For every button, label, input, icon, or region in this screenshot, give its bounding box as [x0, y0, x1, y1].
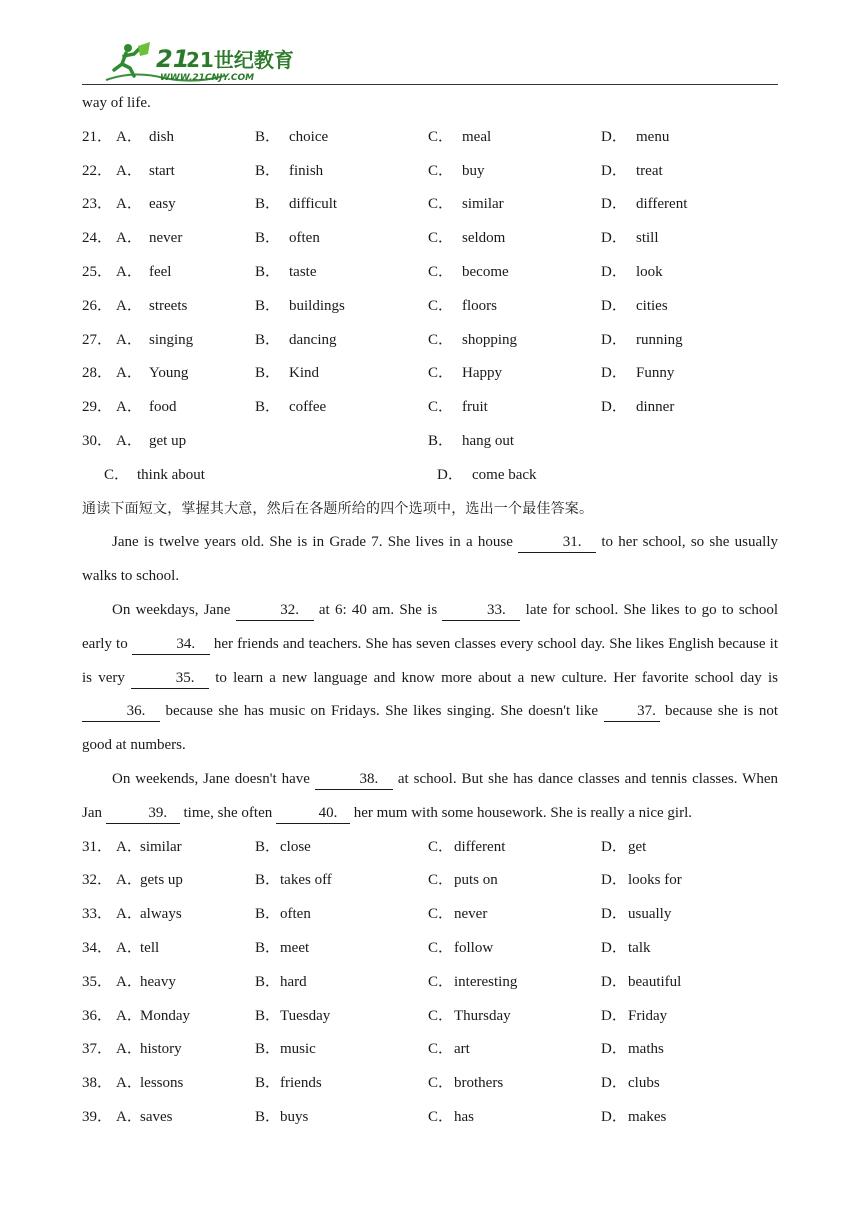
option-letter-d: D． — [601, 838, 627, 855]
option-b: Kind — [289, 365, 319, 382]
option-d: menu — [636, 128, 670, 145]
question-number: 21． — [82, 128, 113, 145]
option-letter-b: B． — [255, 872, 281, 889]
option-b: meet — [280, 939, 310, 956]
option-row — [82, 324, 778, 358]
question-number: 33． — [82, 906, 113, 923]
option-a: food — [149, 399, 177, 416]
lead-line: way of life. — [82, 95, 151, 111]
option-letter-b: B． — [255, 162, 281, 179]
option-letter-a: A． — [116, 973, 142, 990]
option-letter-c: C． — [428, 230, 454, 247]
option-letter-d: D． — [601, 365, 627, 382]
option-letter-c: C． — [428, 872, 454, 889]
option-letter-b: B． — [255, 906, 281, 923]
option-letter-d: D． — [601, 263, 627, 280]
option-letter-b: B． — [255, 230, 281, 247]
option-d: maths — [628, 1041, 664, 1058]
blank-40: 40. — [276, 803, 350, 824]
question-number: 22． — [82, 162, 113, 179]
option-letter-b: B． — [255, 973, 281, 990]
logo — [104, 40, 294, 84]
option-a: dish — [149, 128, 175, 145]
option-letter-c: C． — [428, 162, 454, 179]
option-b: hang out — [462, 432, 515, 449]
option-letter-a: A． — [116, 432, 142, 449]
option-d: Funny — [636, 365, 675, 382]
option-letter-c: C． — [428, 297, 454, 314]
blank-32: 32. — [236, 600, 314, 621]
option-row — [82, 188, 778, 222]
option-letter-d: D． — [601, 399, 627, 416]
option-a: gets up — [140, 872, 183, 889]
option-d: dinner — [636, 399, 675, 416]
svg-text:21: 21 — [156, 45, 190, 73]
option-row — [82, 155, 778, 189]
question-number: 35． — [82, 973, 113, 990]
option-a: never — [149, 230, 183, 247]
option-a: history — [140, 1041, 182, 1058]
option-c: brothers — [454, 1075, 504, 1092]
option-row — [82, 290, 778, 324]
option-b: hard — [280, 973, 307, 990]
option-d: Friday — [628, 1007, 668, 1024]
option-row — [82, 391, 778, 425]
option-letter-c: C． — [428, 973, 454, 990]
option-c: art — [454, 1041, 470, 1058]
option-letter-a: A． — [116, 1108, 142, 1125]
option-letter-a: A． — [116, 230, 142, 247]
question-number: 34． — [82, 939, 113, 956]
option-letter-c: C． — [428, 1007, 454, 1024]
option-d: clubs — [628, 1075, 660, 1092]
option-letter-c: C． — [428, 838, 454, 855]
option-d: treat — [636, 162, 663, 179]
option-d: usually — [628, 906, 672, 923]
question-number: 31． — [82, 838, 113, 855]
question-number: 23． — [82, 196, 113, 213]
option-letter-c: C． — [428, 399, 454, 416]
svg-text:21世纪教育: 21世纪教育 — [186, 48, 294, 72]
option-letter-d: D． — [601, 1007, 627, 1024]
option-c: has — [454, 1108, 474, 1125]
option-c: meal — [462, 128, 492, 145]
option-letter-d: D． — [601, 196, 627, 213]
option-letter-b: B． — [255, 297, 281, 314]
option-b: friends — [280, 1075, 322, 1092]
option-letter-c: C． — [428, 939, 454, 956]
option-c: think about — [137, 466, 205, 483]
option-letter-c: C． — [428, 1075, 454, 1092]
option-letter-d: D． — [437, 466, 463, 483]
blank-37: 37. — [604, 701, 660, 722]
option-letter-c: C． — [428, 1041, 454, 1058]
option-row — [82, 357, 778, 391]
option-row — [82, 932, 778, 966]
option-letter-d: D． — [601, 162, 627, 179]
option-letter-c: C． — [428, 263, 454, 280]
option-letter-b: B． — [255, 263, 281, 280]
option-d: different — [636, 196, 688, 213]
option-letter-c: C． — [428, 196, 454, 213]
blank-33: 33. — [442, 600, 520, 621]
options-31-39 — [82, 831, 778, 1135]
option-letter-d: D． — [601, 331, 627, 348]
option-a: singing — [149, 331, 194, 348]
question-number: 39． — [82, 1108, 113, 1125]
option-letter-b: B． — [255, 1007, 281, 1024]
option-a: similar — [140, 838, 182, 855]
option-letter-d: D． — [601, 939, 627, 956]
option-letter-a: A． — [116, 162, 142, 179]
blank-34: 34. — [132, 634, 210, 655]
option-b: close — [280, 838, 311, 855]
option-letter-d: D． — [601, 1075, 627, 1092]
option-a: streets — [149, 297, 188, 314]
options-21-30 — [82, 121, 778, 425]
option-a: Monday — [140, 1007, 190, 1024]
question-number: 26． — [82, 297, 113, 314]
option-c: puts on — [454, 872, 498, 889]
page-header — [82, 38, 778, 86]
option-c: interesting — [454, 973, 518, 990]
option-letter-a: A． — [116, 263, 142, 280]
option-row — [82, 864, 778, 898]
option-d: makes — [628, 1108, 667, 1125]
option-d: look — [636, 263, 663, 280]
option-letter-a: A． — [116, 906, 142, 923]
option-d: get — [628, 838, 647, 855]
option-d: talk — [628, 939, 651, 956]
option-letter-d: D． — [601, 1108, 627, 1125]
option-letter-a: A． — [116, 838, 142, 855]
question-number: 24． — [82, 230, 113, 247]
option-row — [82, 256, 778, 290]
option-d: beautiful — [628, 973, 682, 990]
option-letter-c: C． — [428, 906, 454, 923]
blank-31: 31. — [518, 532, 596, 553]
option-letter-a: A． — [116, 1075, 142, 1092]
passage-paragraph-1: Jane is twelve years old. She is in Grade 7. She lives in a house 31. to her school, so she usually walks to school. — [82, 534, 778, 585]
option-row — [82, 222, 778, 256]
option-letter-b: B． — [255, 399, 281, 416]
svg-text:WWW.21CNJY.COM: WWW.21CNJY.COM — [160, 73, 255, 83]
option-b: dancing — [289, 331, 337, 348]
question-number: 28． — [82, 365, 113, 382]
question-number: 37． — [82, 1041, 113, 1058]
option-letter-a: A． — [116, 365, 142, 382]
option-letter-c: C． — [428, 1108, 454, 1125]
option-letter-a: A． — [116, 331, 142, 348]
option-letter-b: B． — [255, 365, 281, 382]
option-a: lessons — [140, 1075, 184, 1092]
option-c: floors — [462, 297, 497, 314]
option-b: choice — [289, 128, 329, 145]
option-d: running — [636, 331, 683, 348]
option-letter-d: D． — [601, 973, 627, 990]
option-c: Thursday — [454, 1007, 511, 1024]
option-d: looks for — [628, 872, 682, 889]
option-letter-b: B． — [255, 331, 281, 348]
option-letter-c: C． — [428, 128, 454, 145]
question-number: 32． — [82, 872, 113, 889]
option-b: difficult — [289, 196, 338, 213]
option-b: takes off — [280, 872, 332, 889]
option-c: similar — [462, 196, 504, 213]
option-letter-b: B． — [428, 432, 454, 449]
passage-paragraph-2: On weekdays, Jane 32. at 6: 40 am. She is 33. late for school. She likes to go to school early to 34. her friends and teachers. She has seven classes every school day. She likes English because it is very 35. to learn a new language and know more about a new culture. Her favorite school day is 36. because she has music on Fridays. She likes singing. She doesn't like 37. because she is not good at numbers. — [82, 601, 779, 754]
option-row — [82, 1033, 778, 1067]
option-b: often — [280, 906, 311, 923]
passage-paragraph-3: On weekends, Jane doesn't have 38. at school. But she has dance classes and tennis classes. When Jan 39. time, she often 40. her mum with some housework. She is really a nice girl. — [82, 763, 778, 831]
question-number: 29． — [82, 399, 113, 416]
option-letter-a: A． — [116, 297, 142, 314]
option-row-30 — [82, 425, 778, 459]
option-b: Tuesday — [280, 1007, 331, 1024]
blank-36: 36. — [82, 701, 160, 722]
option-c: fruit — [462, 399, 488, 416]
option-letter-c: C． — [104, 466, 130, 483]
option-a: heavy — [140, 973, 176, 990]
option-letter-b: B． — [255, 196, 281, 213]
blank-39: 39. — [106, 803, 180, 824]
option-c: Happy — [462, 365, 502, 382]
option-letter-a: A． — [116, 196, 142, 213]
option-row — [82, 1067, 778, 1101]
blank-35: 35. — [131, 668, 209, 689]
option-row — [82, 831, 778, 865]
question-number: 27． — [82, 331, 113, 348]
option-c: shopping — [462, 331, 518, 348]
section-instruction: 通读下面短文，掌握其大意，然后在各题所给的四个选项中，选出一个最佳答案。 — [82, 500, 594, 517]
option-b: taste — [289, 263, 317, 280]
option-letter-a: A． — [116, 1007, 142, 1024]
option-letter-a: A． — [116, 1041, 142, 1058]
option-a: easy — [149, 196, 176, 213]
option-letter-c: C． — [428, 365, 454, 382]
option-row-30-cont — [82, 459, 778, 493]
option-d: still — [636, 230, 659, 247]
exam-content — [82, 87, 778, 1135]
option-b: buys — [280, 1108, 309, 1125]
option-a: get up — [149, 432, 187, 449]
option-d: come back — [472, 466, 537, 483]
option-letter-d: D． — [601, 297, 627, 314]
option-letter-d: D． — [601, 906, 627, 923]
option-b: often — [289, 230, 320, 247]
option-letter-a: A． — [116, 399, 142, 416]
option-a: Young — [149, 365, 189, 382]
option-letter-d: D． — [601, 128, 627, 145]
option-letter-b: B． — [255, 939, 281, 956]
option-a: tell — [140, 939, 160, 956]
option-b: music — [280, 1041, 316, 1058]
option-row — [82, 898, 778, 932]
option-letter-c: C． — [428, 331, 454, 348]
option-c: follow — [454, 939, 494, 956]
option-c: different — [454, 838, 506, 855]
option-letter-b: B． — [255, 1075, 281, 1092]
option-c: never — [454, 906, 488, 923]
option-letter-d: D． — [601, 1041, 627, 1058]
option-letter-b: B． — [255, 1041, 281, 1058]
option-a: start — [149, 162, 175, 179]
option-c: buy — [462, 162, 485, 179]
option-b: coffee — [289, 399, 327, 416]
option-b: finish — [289, 162, 324, 179]
option-row — [82, 966, 778, 1000]
option-letter-d: D． — [601, 872, 627, 889]
option-a: feel — [149, 263, 172, 280]
blank-38: 38. — [315, 769, 393, 790]
option-row — [82, 1101, 778, 1135]
option-c: seldom — [462, 230, 506, 247]
option-a: saves — [140, 1108, 173, 1125]
option-letter-a: A． — [116, 939, 142, 956]
option-letter-d: D． — [601, 230, 627, 247]
option-letter-a: A． — [116, 128, 142, 145]
option-a: always — [140, 906, 182, 923]
question-number: 25． — [82, 263, 113, 280]
option-letter-b: B． — [255, 1108, 281, 1125]
option-letter-b: B． — [255, 838, 281, 855]
question-number: 36． — [82, 1007, 113, 1024]
option-b: buildings — [289, 297, 345, 314]
question-number: 30． — [82, 432, 113, 449]
header-rule — [82, 84, 778, 85]
option-letter-a: A． — [116, 872, 142, 889]
option-row — [82, 1000, 778, 1034]
option-c: become — [462, 263, 509, 280]
option-d: cities — [636, 297, 668, 314]
question-number: 38． — [82, 1075, 113, 1092]
option-letter-b: B． — [255, 128, 281, 145]
option-row — [82, 121, 778, 155]
